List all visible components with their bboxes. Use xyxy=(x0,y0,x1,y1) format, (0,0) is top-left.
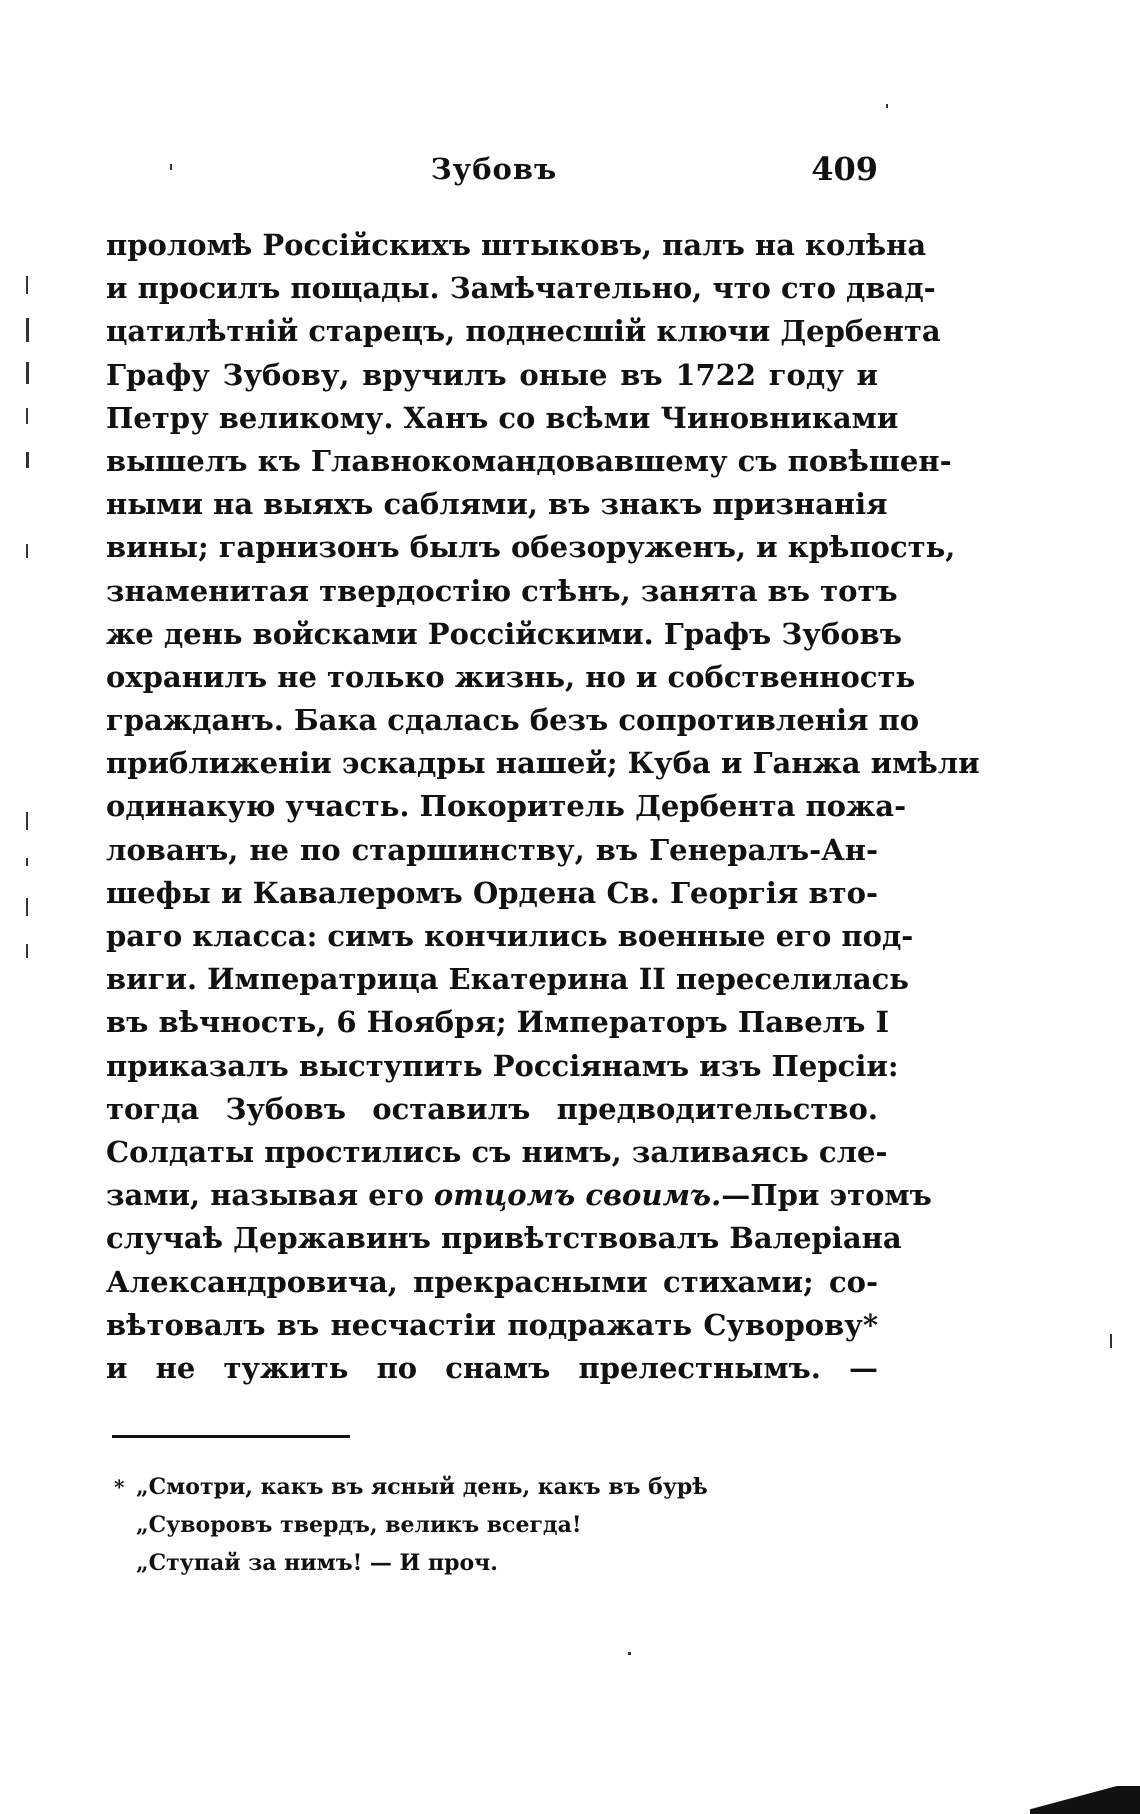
text-line: проломѣ Россійскихъ штыковъ, палъ на колѣна xyxy=(106,228,927,262)
scan-mark xyxy=(26,362,29,384)
text-line: приближеніи эскадры нашей; Куба и Ганжа имѣли xyxy=(106,746,980,781)
text-line: въ вѣчность, 6 Ноября; Императоръ Павелъ I xyxy=(106,1005,890,1040)
scan-mark xyxy=(1110,1334,1112,1348)
text-line: Графу Зубову, вручилъ оные въ 1722 году и xyxy=(106,357,878,392)
text-line: вѣтовалъ въ несчастіи подражать Суворову* xyxy=(106,1307,878,1342)
scan-mark xyxy=(26,944,28,958)
text-line: и просилъ пощады. Замѣчательно, что сто двад- xyxy=(106,271,936,306)
scan-mark xyxy=(170,164,172,170)
text-line: знаменитая твердостію стѣнъ, занята въ тотъ xyxy=(106,573,898,608)
footnote-text: „Смотри, какъ въ ясный день, какъ въ бурѣ xyxy=(136,1474,708,1500)
footnote-marker: * xyxy=(114,1475,125,1499)
footnote-rule xyxy=(112,1435,350,1438)
text-line: ными на выяхъ саблями, въ знакъ признанія xyxy=(106,487,888,522)
footnote-line xyxy=(114,1506,814,1544)
text-line: Петру великому. Ханъ со всѣми Чиновниками xyxy=(106,400,899,435)
italic-phrase: отцомъ своимъ. xyxy=(433,1178,722,1213)
footnote-line xyxy=(114,1544,814,1582)
text-line: приказалъ выступить Россіянамъ изъ Персіи: xyxy=(106,1048,899,1083)
scan-mark xyxy=(26,318,29,342)
page-number: 409 xyxy=(811,150,878,188)
body-text xyxy=(106,224,980,1390)
text-line: вышелъ къ Главнокомандовавшему съ повѣшен- xyxy=(106,443,952,478)
footnotes xyxy=(114,1468,814,1582)
text-line: же день войсками Россійскими. Графъ Зубовъ xyxy=(106,616,902,651)
text-line: вины; гарнизонъ былъ обезоруженъ, и крѣпость, xyxy=(106,530,956,565)
scan-mark xyxy=(26,898,28,916)
page-header xyxy=(110,152,878,192)
text-line: тогда Зубовъ оставилъ предводительство. xyxy=(106,1091,878,1126)
text-line: шефы и Кавалеромъ Ордена Св. Георгія вто- xyxy=(106,875,878,910)
footnote-line xyxy=(114,1468,814,1506)
scan-corner-shadow xyxy=(1030,1786,1140,1814)
text-line: цатилѣтній старецъ, поднесшій ключи Дербента xyxy=(106,314,941,349)
text-fragment: зами, называя его xyxy=(106,1178,424,1213)
text-line: гражданъ. Бака сдалась безъ сопротивленія по xyxy=(106,703,920,738)
scan-mark xyxy=(26,812,28,830)
scan-mark xyxy=(886,104,888,108)
text-line: Солдаты простились съ нимъ, заливаясь сле- xyxy=(106,1134,888,1169)
text-line: виги. Императрица Екатерина II переселилась xyxy=(106,962,909,997)
text-line: лованъ, не по старшинству, въ Генералъ-Ан- xyxy=(106,832,878,867)
scan-mark xyxy=(26,452,29,468)
text-fragment: —При этомъ xyxy=(721,1178,932,1213)
text-line: случаѣ Державинъ привѣтствовалъ Валеріана xyxy=(106,1221,902,1256)
running-head: Зубовъ xyxy=(430,152,558,186)
scan-mark xyxy=(628,1652,631,1655)
text-line: раго класса: симъ кончились военные его под- xyxy=(106,919,914,953)
scan-mark xyxy=(26,408,28,424)
text-line: Александровича, прекрасными стихами; со- xyxy=(106,1264,878,1299)
scan-mark xyxy=(26,276,28,294)
scan-mark xyxy=(26,858,28,866)
text-line xyxy=(106,1174,932,1217)
text-line: и не тужить по снамъ прелестнымъ. — xyxy=(106,1350,878,1385)
footnote-text: „Ступай за нимъ! — И проч. xyxy=(136,1550,498,1576)
text-line: одинакую участь. Покоритель Дербента пожа- xyxy=(106,789,907,824)
footnote-text: „Суворовъ твердъ, великъ всегда! xyxy=(136,1512,582,1538)
scan-mark xyxy=(26,544,28,558)
text-line: охранилъ не только жизнь, но и собственность xyxy=(106,659,916,694)
